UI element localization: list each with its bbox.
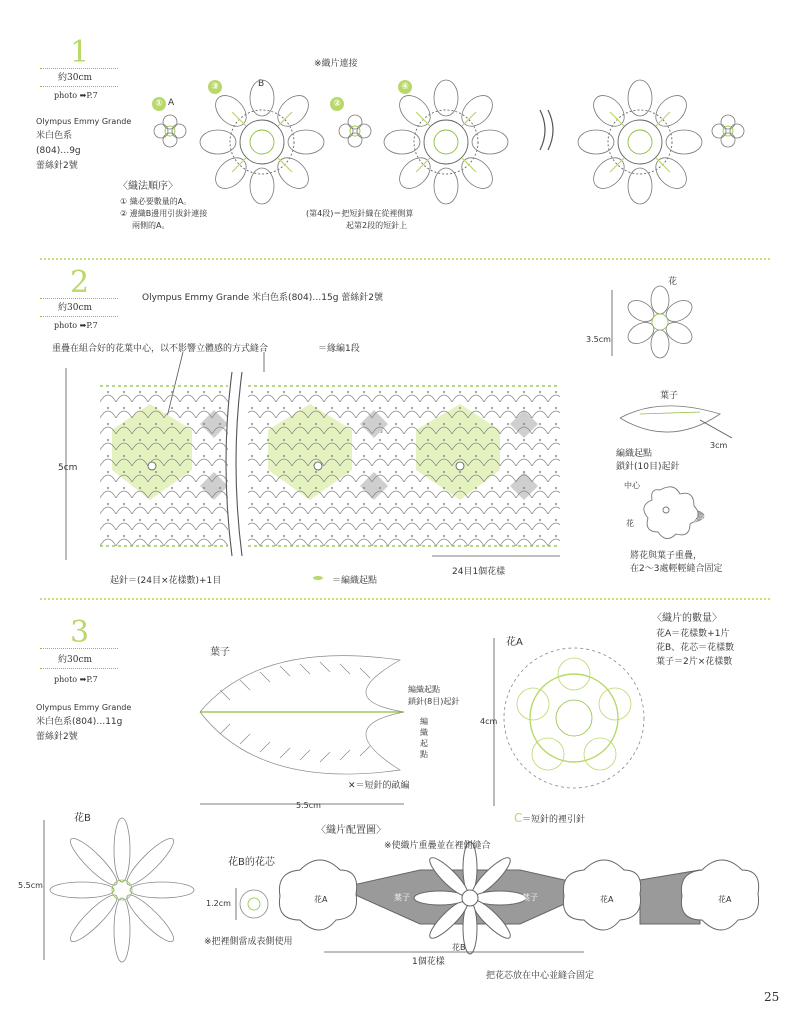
- back-stitch-label: ＝短針的裡引針: [522, 815, 586, 825]
- photo-ref: photo ➡P.7: [54, 91, 98, 100]
- leaf-width: 5.5cm: [296, 801, 321, 810]
- flower-size: 3.5cm: [586, 335, 611, 344]
- assembly-flower-label: 花: [626, 519, 634, 528]
- assembly-note-1: 將花與葉子重疊，: [630, 551, 703, 561]
- count-title: 〈織片的數量〉: [652, 613, 722, 624]
- svg-text:C: C: [514, 811, 523, 825]
- center-fix-note: 把花芯放在中心並縫合固定: [486, 971, 595, 981]
- length-label: 約30cm: [58, 655, 93, 665]
- yarn-brand: Olympus Emmy Grande: [36, 703, 132, 712]
- count-line-2: 花B、花芯＝花樣數: [656, 643, 735, 653]
- sewing-note: 重疊在組合好的花葉中心，以不影響立體感的方式縫合: [52, 344, 269, 354]
- flowerB-size: 5.5cm: [18, 881, 43, 890]
- yarn-brand: Olympus Emmy Grande: [36, 117, 132, 126]
- count-line-3: 葉子＝2片×花樣數: [656, 657, 733, 667]
- yarn-color: 米白色系: [36, 131, 73, 141]
- section-number-1: 1: [70, 35, 90, 70]
- layout-flowerA-3: 花A: [718, 895, 732, 904]
- stitch-note-1: (第4段)＝把短針織在從裡側算: [306, 209, 414, 218]
- leaf-size: 3cm: [710, 441, 728, 450]
- layout-note: ※使織片重疊並在裡側縫合: [384, 841, 491, 851]
- step-badge-1: ①: [152, 97, 166, 111]
- hook-size: 蕾絲針2號: [36, 161, 78, 171]
- core-size: 1.2cm: [206, 899, 231, 908]
- length-label: 約30cm: [58, 303, 93, 313]
- yarn-color-amount: 米白色系(804)…11g: [36, 717, 123, 727]
- height-label: 5cm: [58, 463, 78, 473]
- flowerA-title: 花A: [506, 637, 523, 648]
- photo-ref: photo ➡P.7: [54, 321, 98, 330]
- layout-flowerB: 花B: [452, 943, 466, 952]
- edge-label: ＝緣編1段: [318, 344, 360, 354]
- leaf-title: 葉子: [210, 647, 230, 658]
- length-label: 約30cm: [58, 73, 93, 83]
- leaf-note-start: 編織起點: [616, 449, 653, 459]
- diagram-title: ※織片連接: [314, 59, 358, 69]
- motif-label-b: B: [258, 79, 265, 89]
- leaf-note-chain: 鎖針(10目)起針: [616, 462, 680, 472]
- step-badge-3: ③: [208, 80, 222, 94]
- photo-ref: photo ➡P.7: [54, 675, 98, 684]
- order-title: 〈織法順序〉: [118, 181, 178, 192]
- start-label: ＝編織起點: [332, 576, 378, 586]
- hook-size: 蕾絲針2號: [36, 732, 78, 742]
- flowerB-title: 花B: [74, 813, 91, 824]
- motif-label-a: A: [168, 98, 175, 108]
- layout-leaf-2: 葉子: [522, 893, 538, 902]
- step-badge-4: ④: [398, 80, 412, 94]
- assembly-leaf-label: 葉子: [690, 515, 706, 524]
- flowerA-size: 4cm: [480, 717, 498, 726]
- center-label: 中心: [624, 481, 640, 490]
- section-number-2: 2: [70, 265, 90, 300]
- count-line-1: 花A＝花樣數+1片: [656, 629, 730, 639]
- flower-title: 花: [668, 277, 678, 287]
- order-step-1: ① 織必要數量的A。: [120, 197, 192, 206]
- section-number-3: 3: [70, 615, 90, 650]
- leaf-start-2: 鎖針(8目)起針: [408, 697, 460, 706]
- leaf-start-1: 編織起點: [408, 685, 440, 694]
- step-badge-2: ②: [330, 97, 344, 111]
- order-step-2: ② 邊織B邊用引拔針連接: [120, 209, 208, 218]
- yarn-line: Olympus Emmy Grande 米白色系(804)…15g 蕾絲針2號: [142, 293, 384, 303]
- layout-leaf-1: 葉子: [394, 893, 410, 902]
- layout-flowerA-1: 花A: [314, 895, 328, 904]
- stitch-note-2: 起第2段的短針上: [346, 221, 408, 230]
- layout-title: 〈織片配置圖〉: [316, 825, 386, 836]
- layout-flowerA-2: 花A: [600, 895, 614, 904]
- leaf-start-3: 編織起點: [420, 717, 428, 759]
- assembly-note-2: 在2～3處輕輕縫合固定: [630, 564, 723, 574]
- page-number: 25: [764, 990, 780, 1004]
- repeat-label: 24目1個花樣: [452, 567, 506, 577]
- yarn-amount: (804)…9g: [36, 146, 81, 156]
- core-title: 花B的花芯: [228, 857, 275, 868]
- order-step-3: 兩側的A。: [132, 221, 170, 230]
- repeat-label: 1個花樣: [412, 957, 445, 967]
- core-note: ※把裡側當成表側使用: [204, 937, 293, 947]
- leaf-symbol: ✕＝短針的畝編: [348, 781, 410, 791]
- chain-label: 起針＝(24目×花樣數)+1目: [110, 576, 222, 586]
- leaf-title: 葉子: [660, 391, 679, 401]
